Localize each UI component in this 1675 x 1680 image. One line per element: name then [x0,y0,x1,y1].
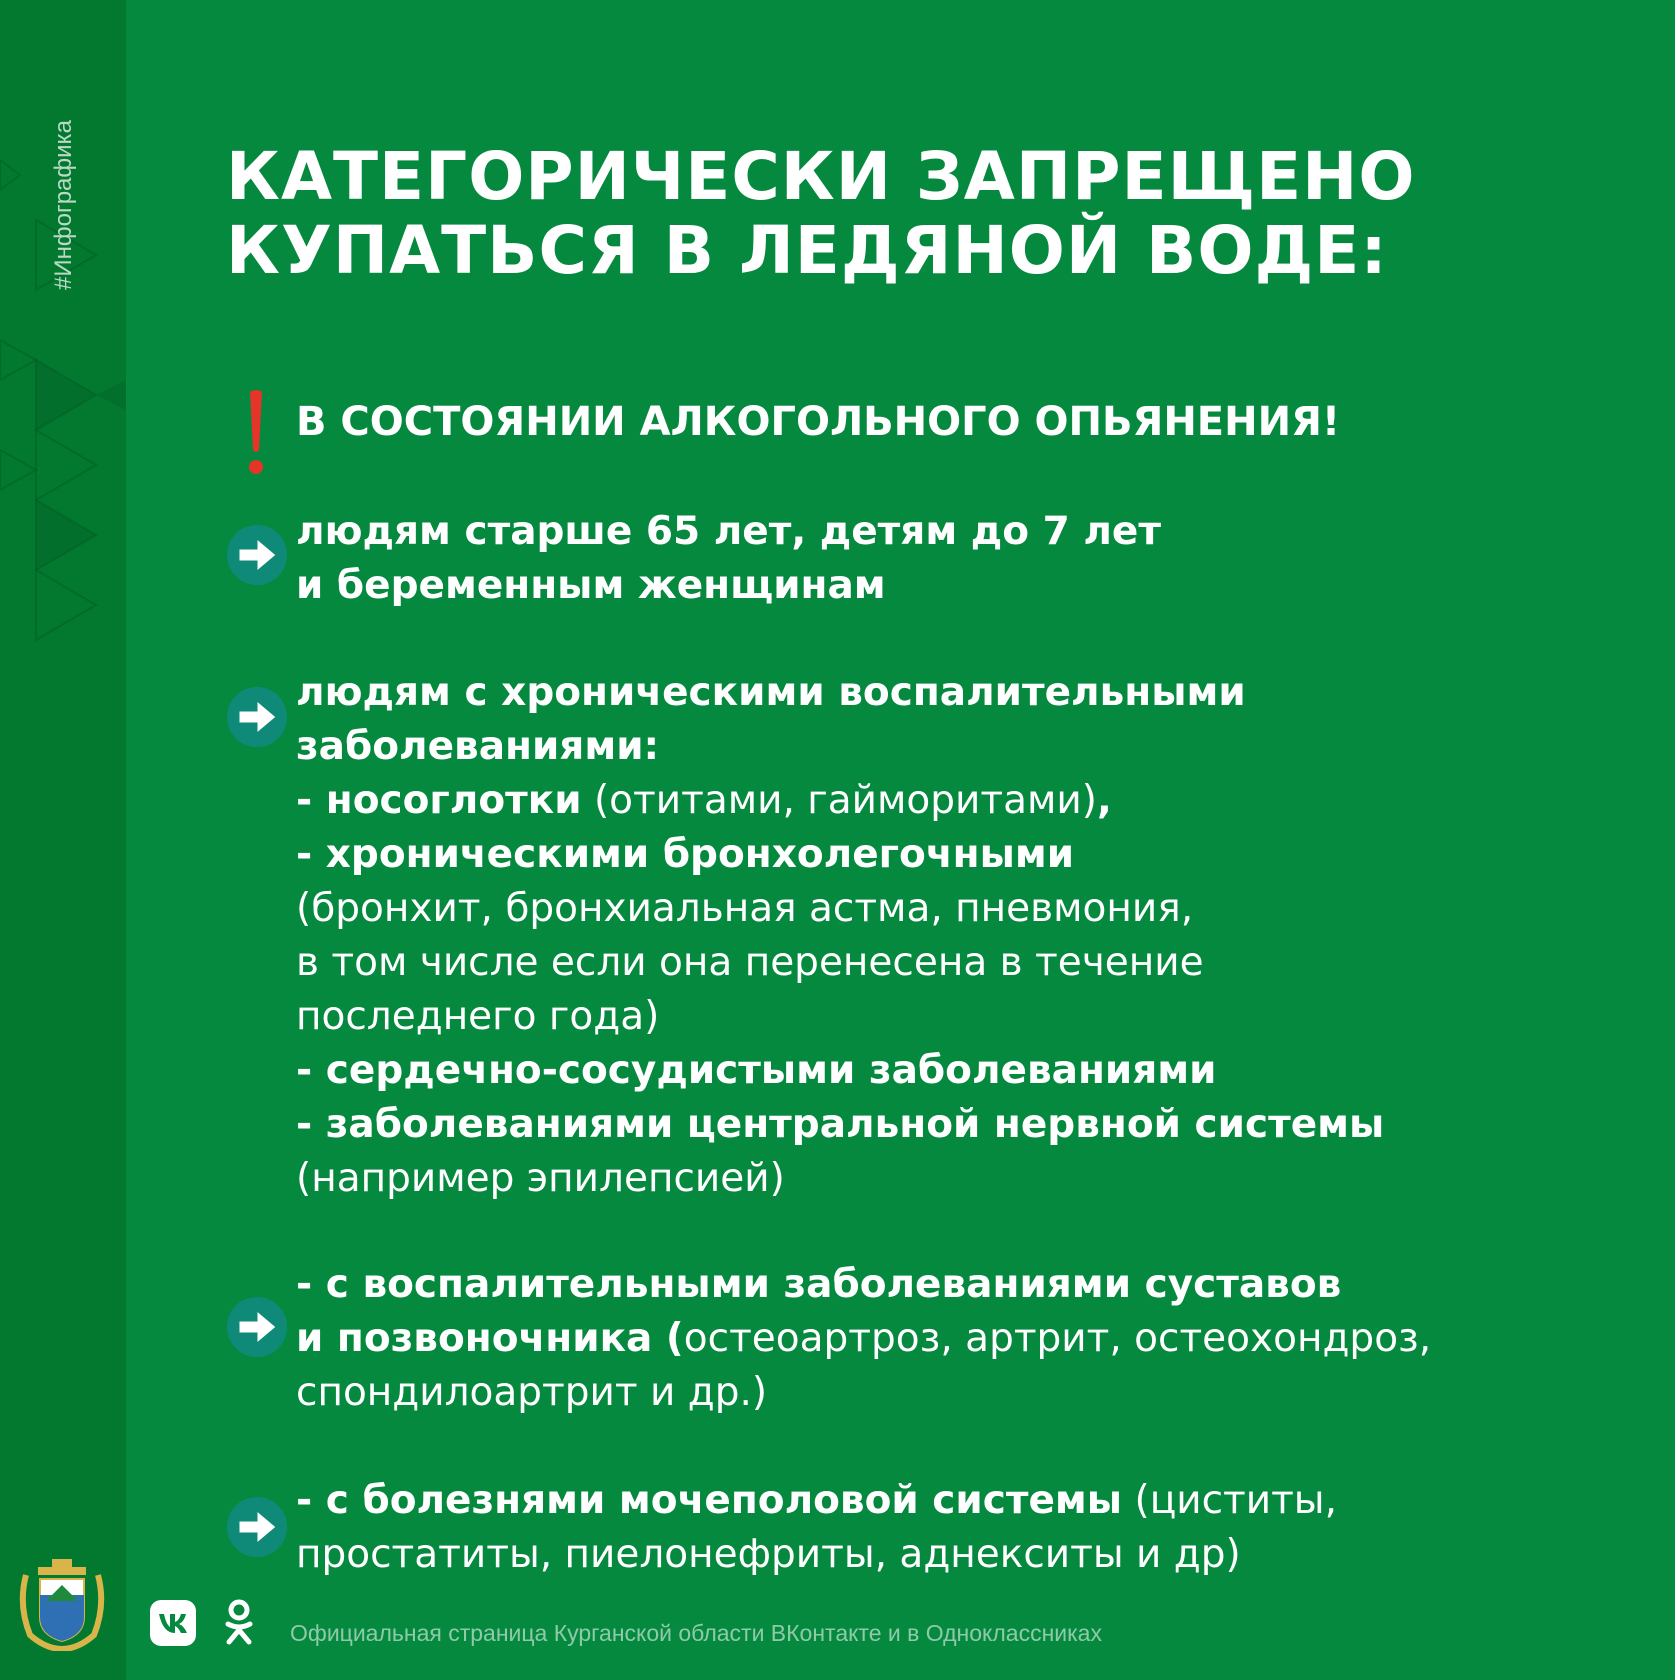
item-2-line-2: заболеваниями: [296,724,660,769]
item-2-line-9: - заболеваниями центральной нервной системы [296,1102,1385,1147]
item-2-line-5: (бронхит, бронхиальная астма, пневмония, [296,886,1194,931]
arrow-circle-icon [226,1496,288,1558]
list-item [296,1258,1656,1420]
item-2-line-7: последнего года) [296,994,660,1039]
item-2-line-3-bold: - носоглотки [296,778,582,823]
warning-row [296,395,1656,449]
item-1-line-2: и беременным женщинам [296,563,886,608]
coat-of-arms-icon [16,1555,108,1651]
item-2-line-10: (например эпилепсией) [296,1156,785,1201]
list-item [296,505,1656,613]
item-3-line-3: спондилоартрит и др.) [296,1370,768,1415]
vk-icon[interactable] [150,1600,196,1646]
item-1-line-1: людям старше 65 лет, детям до 7 лет [296,509,1161,554]
item-4-line-1-normal: (циститы, [1122,1478,1337,1523]
item-3-line-1: - с воспалительными заболеваниями суставов [296,1262,1342,1307]
item-2-line-4: - хроническими бронхолегочными [296,832,1075,877]
arrow-circle-icon [226,524,288,586]
item-2-line-3-normal: (отитами, гайморитами) [581,778,1097,823]
list-item [296,1474,1656,1582]
warning-text: В СОСТОЯНИИ АЛКОГОЛЬНОГО ОПЬЯНЕНИЯ! [296,399,1341,445]
title-line-1: КАТЕГОРИЧЕСКИ ЗАПРЕЩЕНО [226,138,1416,215]
item-4-line-1-bold: - с болезнями мочеполовой системы [296,1478,1123,1523]
item-2-line-1: людям с хроническими воспалительными [296,670,1246,715]
arrow-circle-icon [226,1296,288,1358]
list-item [296,666,1656,1206]
footer-text: Официальная страница Курганской области ВКонтакте и в Одноклассниках [290,1620,1102,1646]
sidebar [0,0,126,1680]
ok-icon[interactable] [222,1598,256,1648]
title-line-2: КУПАТЬСЯ В ЛЕДЯНОЙ ВОДЕ: [226,212,1388,289]
item-3-line-2-normal: остеоартроз, артрит, остеохондроз, [683,1316,1432,1361]
page-title [226,140,1606,288]
hashtag-label: #Инфографика [50,120,77,290]
item-3-line-2-bold: и позвоночника ( [296,1316,684,1361]
item-2-line-3-tail: , [1097,778,1112,823]
item-2-line-6: в том числе если она перенесена в течение [296,940,1204,985]
exclamation-icon [244,388,268,478]
item-2-line-8: - сердечно-сосудистыми заболеваниями [296,1048,1217,1093]
arrow-circle-icon [226,686,288,748]
item-4-line-2: простатиты, пиелонефриты, аднекситы и др) [296,1532,1241,1577]
